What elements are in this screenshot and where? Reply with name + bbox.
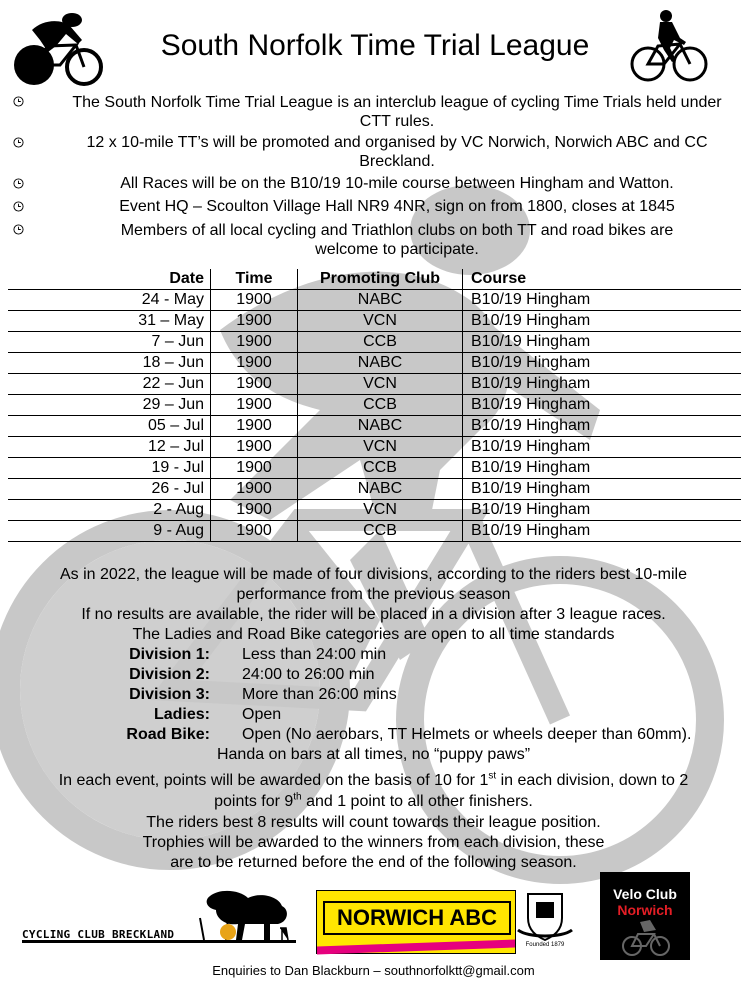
points-line-5: are to be returned before the end of the following season. [170,854,577,871]
divisions-intro-3: If no results are available, the rider will be placed in a division after 3 league races. [81,606,666,623]
divisions-intro-4: The Ladies and Road Bike categories are open to all time standards [132,626,615,643]
cell-course: B10/19 Hingham [463,374,742,395]
velo-club-norwich-logo [600,872,690,960]
cell-date: 26 - Jul [8,479,211,500]
road-bike-note: Handa on bars at all times, no “puppy paws” [216,746,531,763]
cell-time: 1900 [211,332,298,353]
founded-text: Founded 1879 [525,942,565,948]
cell-club: NABC [298,353,463,374]
table-row [8,290,741,311]
cell-club: CCB [298,521,463,542]
cell-date: 22 – Jun [8,374,211,395]
clock-bullet-icon [13,96,24,107]
cell-time: 1900 [211,458,298,479]
divisions-intro-2: performance from the previous season [236,586,511,603]
table-row [8,311,741,332]
division-2-value: 24:00 to 26:00 min [242,666,375,683]
cell-date: 29 – Jun [8,395,211,416]
cell-course: B10/19 Hingham [463,458,742,479]
cell-course: B10/19 Hingham [463,395,742,416]
cell-club: CCB [298,458,463,479]
ladies-value: Open [242,706,282,723]
division-3-value: More than 26:00 mins [242,686,397,703]
division-1-label: Division 1: [129,646,210,663]
table-header-row [8,269,741,290]
table-row [8,437,741,458]
intro-bullet-3: All Races will be on the B10/19 10-mile course between Hingham and Watton. [120,175,674,192]
cell-date: 9 - Aug [8,521,211,542]
page-title: South Norfolk Time Trial League [160,29,590,62]
pink-stripe [317,940,515,955]
cell-date: 18 – Jun [8,353,211,374]
column-header-club: Promoting Club [298,269,463,290]
points-line-4: Trophies will be awarded to the winners from each division, these [142,834,605,851]
division-1-value: Less than 24:00 min [242,646,387,663]
cell-time: 1900 [211,521,298,542]
clock-bullet-icon [13,178,24,189]
cell-course: B10/19 Hingham [463,353,742,374]
velo-logo-text-1: Velo Club [613,886,677,902]
divisions-intro-1: As in 2022, the league will be made of four divisions, according to the riders best 10-mile [59,566,687,583]
cell-time: 1900 [211,311,298,332]
points-line-3: The riders best 8 results will count towards their league position. [146,814,601,831]
cell-club: NABC [298,416,463,437]
cell-course: B10/19 Hingham [463,290,742,311]
cell-course: B10/19 Hingham [463,479,742,500]
cell-time: 1900 [211,416,298,437]
clock-bullet-icon [13,224,24,235]
cell-time: 1900 [211,395,298,416]
intro-bullet-5: Members of all local cycling and Triathlon clubs on both TT and road bikes are welcome to participate. [120,222,674,258]
table-row [8,332,741,353]
table-row [8,458,741,479]
table-row [8,479,741,500]
column-header-time: Time [211,269,298,290]
cell-course: B10/19 Hingham [463,521,742,542]
tt-cyclist-logo-icon [12,10,106,90]
column-header-date: Date [8,269,211,290]
road-bike-label: Road Bike: [126,726,210,743]
cell-date: 12 – Jul [8,437,211,458]
table-row [8,374,741,395]
clock-bullet-icon [13,137,24,148]
column-header-course: Course [463,269,742,290]
table-row [8,416,741,437]
cell-club: NABC [298,479,463,500]
breckland-logo [20,888,298,950]
cell-time: 1900 [211,500,298,521]
points-line-2: points for 9th and 1 point to all other finishers. [214,791,533,810]
cell-course: B10/19 Hingham [463,311,742,332]
breckland-logo-text: CYCLING CLUB BRECKLAND [22,928,175,941]
table-row [8,521,741,542]
schedule-table [8,269,741,542]
ladies-label: Ladies: [153,706,210,723]
cell-club: CCB [298,332,463,353]
cell-date: 7 – Jun [8,332,211,353]
cell-time: 1900 [211,353,298,374]
cell-time: 1900 [211,290,298,311]
shield-crest-icon [514,888,576,944]
cell-course: B10/19 Hingham [463,500,742,521]
cell-club: VCN [298,437,463,458]
division-2-label: Division 2: [129,666,210,683]
cell-date: 31 – May [8,311,211,332]
table-row [8,353,741,374]
cell-course: B10/19 Hingham [463,437,742,458]
cell-club: VCN [298,500,463,521]
cell-date: 2 - Aug [8,500,211,521]
cell-time: 1900 [211,374,298,395]
cell-course: B10/19 Hingham [463,332,742,353]
clock-bullet-icon [13,201,24,212]
footer-enquiries: Enquiries to Dan Blackburn – southnorfolktt@gmail.com [212,963,535,978]
intro-bullet-1: The South Norfolk Time Trial League is an interclub league of cycling Time Trials held under CTT rules. [72,94,722,130]
table-row [8,500,741,521]
cell-course: B10/19 Hingham [463,416,742,437]
road-bike-value: Open (No aerobars, TT Helmets or wheels deeper than 60mm). [242,726,692,743]
table-row [8,395,741,416]
cell-club: VCN [298,374,463,395]
cell-club: NABC [298,290,463,311]
cell-time: 1900 [211,479,298,500]
cell-date: 24 - May [8,290,211,311]
points-line-1: In each event, points will be awarded on the basis of 10 for 1st in each division, down to 2 [58,770,689,789]
cell-club: CCB [298,395,463,416]
cell-time: 1900 [211,437,298,458]
cell-club: VCN [298,311,463,332]
velo-cyclist-icon [620,918,672,956]
intro-bullet-4: Event HQ – Scoulton Village Hall NR9 4NR, sign on from 1800, closes at 1845 [119,198,675,215]
norwich-abc-crest [514,888,576,954]
division-3-label: Division 3: [129,686,210,703]
norwich-abc-logo-text: NORWICH ABC [323,901,511,935]
velo-logo-text-2: Norwich [617,902,673,918]
norwich-abc-logo [316,890,516,954]
cell-date: 05 – Jul [8,416,211,437]
intro-bullet-2: 12 x 10-mile TT’s will be promoted and organised by VC Norwich, Norwich ABC and CC Breckland. [86,134,708,170]
cell-date: 19 - Jul [8,458,211,479]
